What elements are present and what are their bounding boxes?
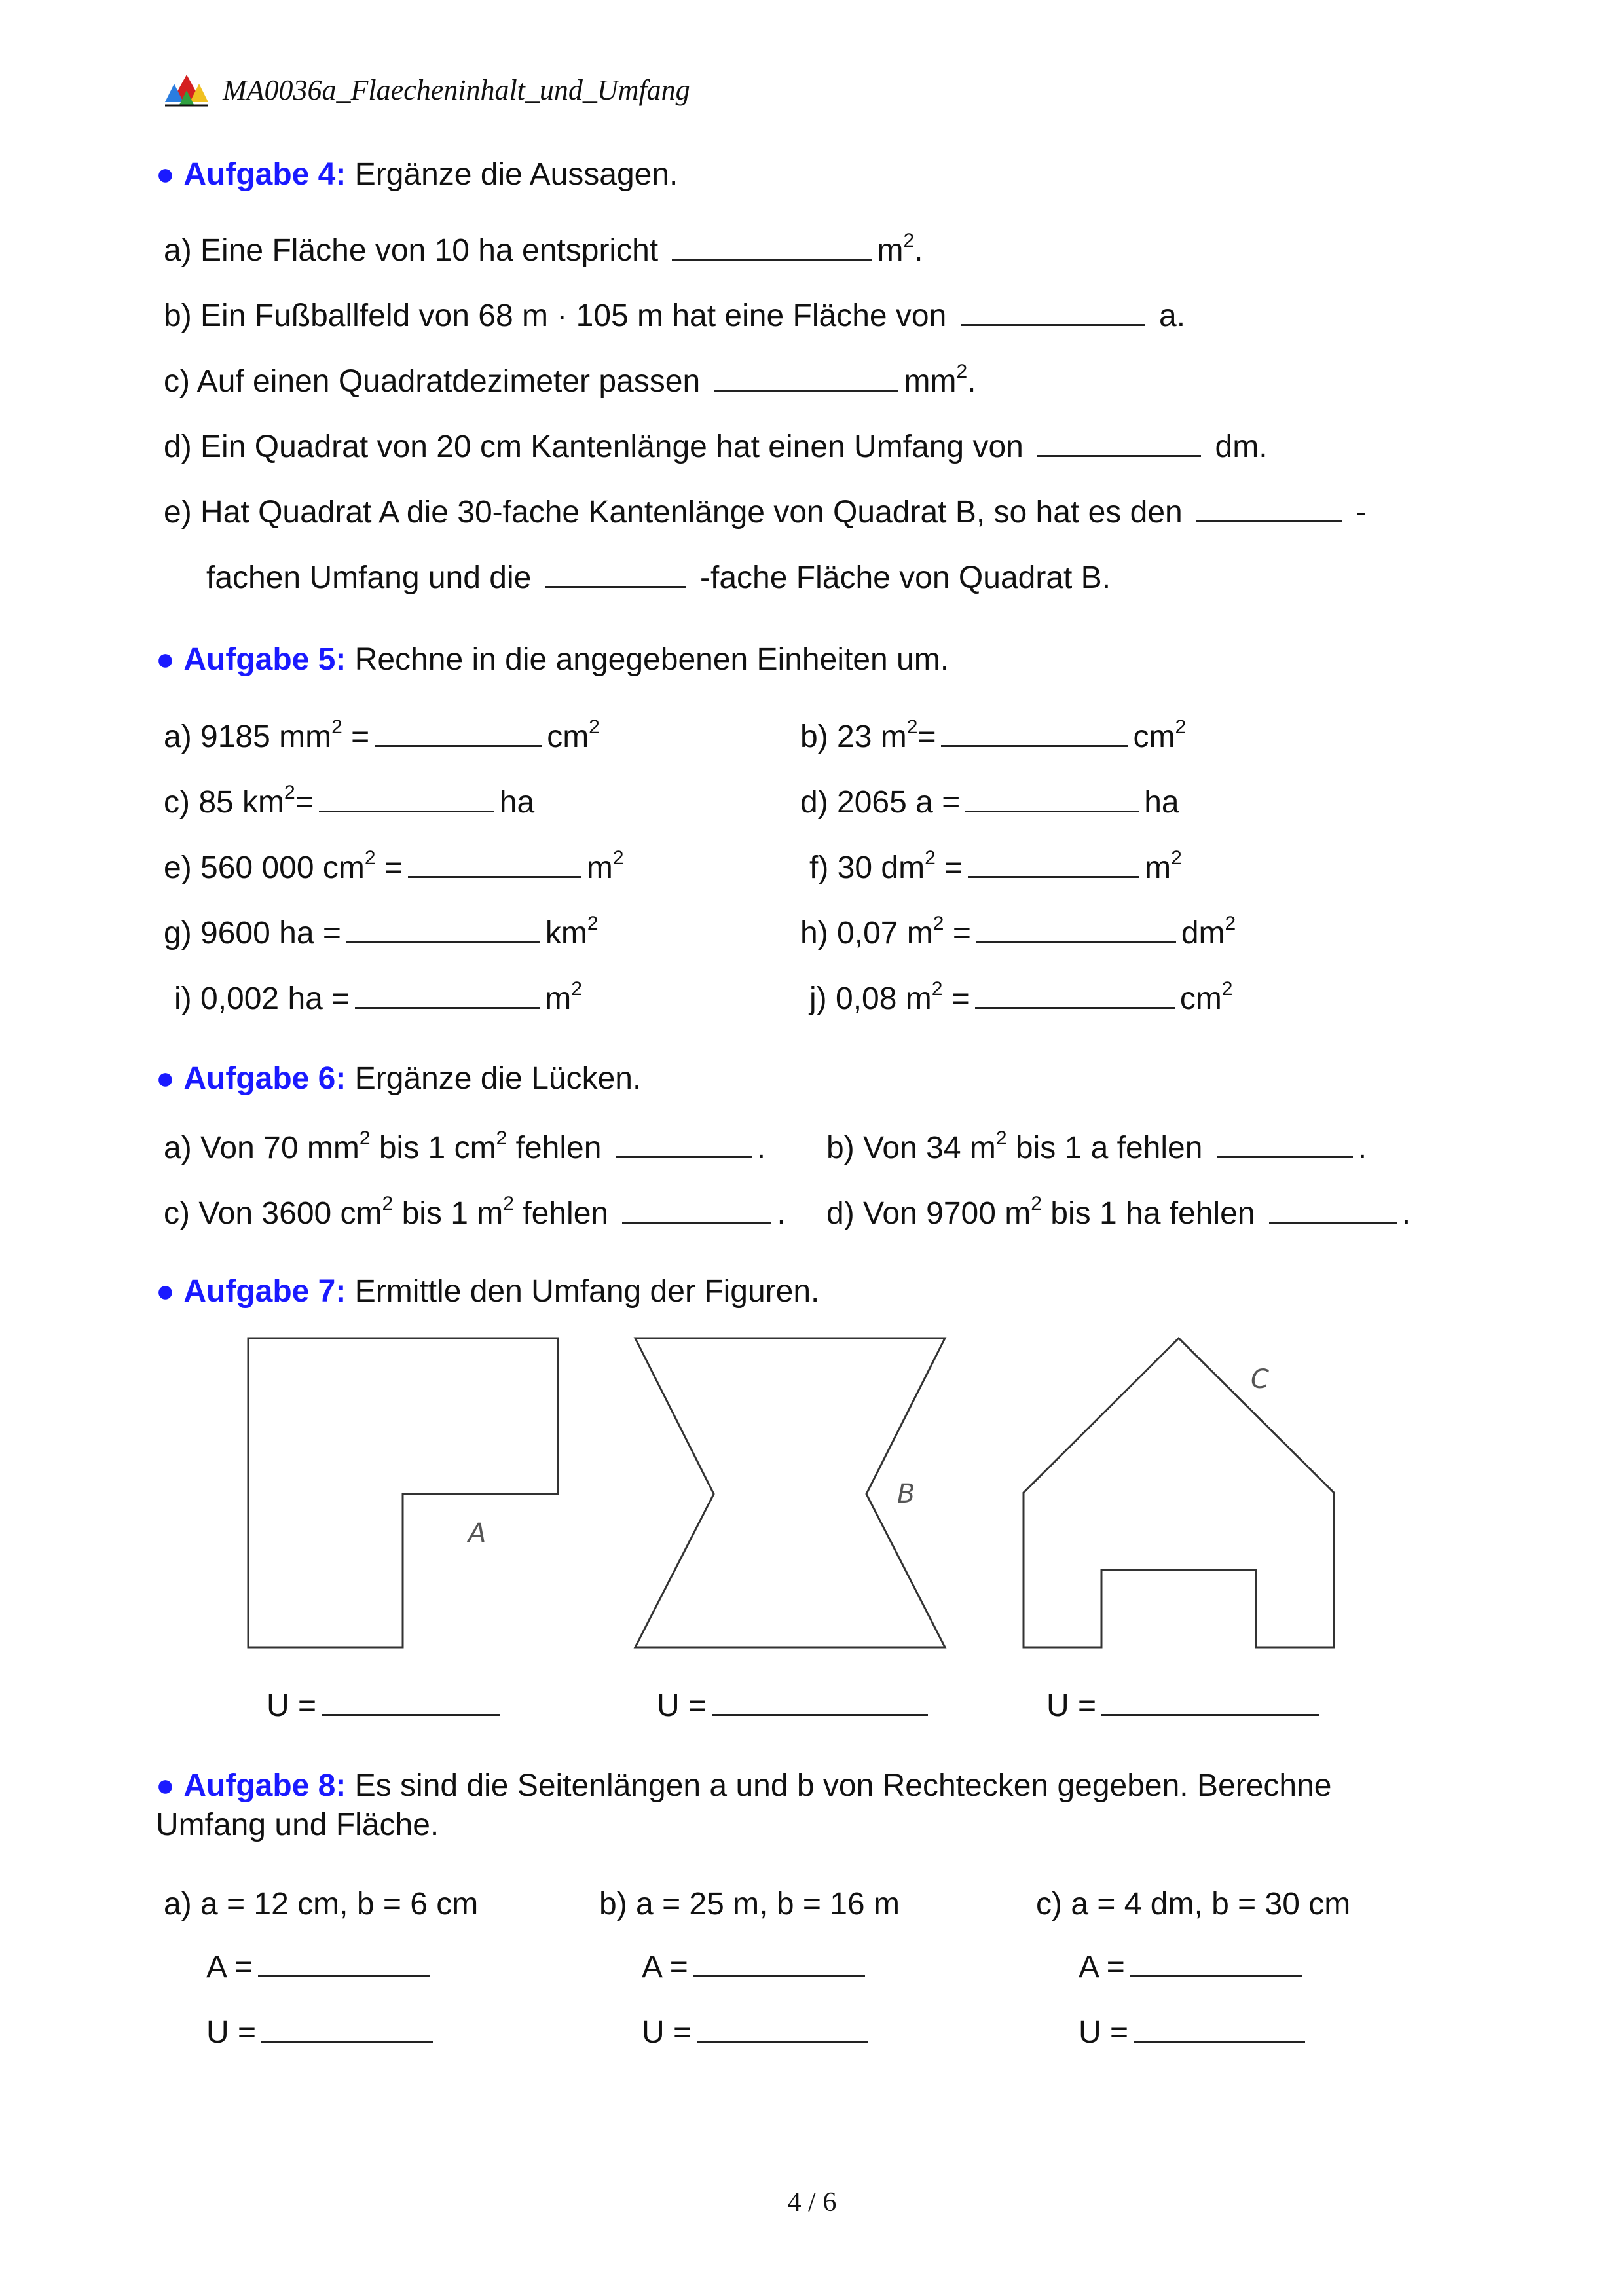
- punct: .: [1357, 1131, 1367, 1165]
- given-value: 9600 ha: [200, 916, 314, 951]
- answer-blank[interactable]: [261, 2016, 433, 2043]
- target-unit: cm: [1133, 720, 1175, 754]
- item-letter: d): [826, 1196, 855, 1231]
- aufgabe5-item-c: [164, 783, 534, 822]
- item-text: Auf einen Quadratdezimeter passen: [196, 364, 701, 399]
- given-value: 0,07 m: [837, 916, 933, 951]
- dash: -: [1356, 495, 1367, 530]
- aufgabe8-label: Aufgabe 8:: [183, 1768, 346, 1803]
- exponent: 2: [1171, 847, 1182, 869]
- aufgabe4-label: Aufgabe 4:: [183, 157, 346, 192]
- answer-blank[interactable]: [1134, 2016, 1305, 2043]
- exponent: 2: [503, 1193, 514, 1214]
- aufgabe5-label: Aufgabe 5:: [183, 642, 346, 677]
- aufgabe8-a-perimeter: [206, 2013, 438, 2052]
- aufgabe5-item-f: [809, 848, 1182, 888]
- exponent: 2: [932, 913, 944, 934]
- answer-label: U =: [642, 2015, 692, 2050]
- aufgabe8-item-b: [599, 1885, 900, 1924]
- exponent: 2: [359, 1127, 371, 1149]
- exponent: 2: [284, 782, 295, 803]
- item-text: a = 25 m, b = 16 m: [636, 1887, 900, 1922]
- item-letter: c): [1036, 1887, 1062, 1922]
- figure-a-shape: [248, 1338, 558, 1647]
- answer-blank[interactable]: [355, 982, 540, 1009]
- answer-blank[interactable]: [672, 234, 872, 261]
- answer-blank[interactable]: [975, 982, 1175, 1009]
- equals: =: [951, 981, 970, 1016]
- equals: =: [322, 916, 341, 951]
- item-text: fachen Umfang und die: [206, 560, 532, 595]
- item-letter: a): [164, 1887, 192, 1922]
- aufgabe4-item-a: [164, 231, 923, 270]
- aufgabe6-item-c: [164, 1194, 786, 1233]
- aufgabe4-item-e-line2: [206, 558, 1111, 598]
- equals: =: [942, 785, 961, 820]
- punct: .: [1401, 1196, 1411, 1231]
- exponent: 2: [931, 978, 943, 1000]
- answer-blank[interactable]: [319, 786, 494, 812]
- equals: =: [331, 981, 350, 1016]
- answer-blank[interactable]: [1269, 1197, 1397, 1224]
- item-letter: f): [809, 850, 829, 885]
- answer-blank[interactable]: [1130, 1950, 1302, 1977]
- answer-blank[interactable]: [961, 299, 1145, 326]
- page-number: 4 / 6: [787, 2187, 837, 2217]
- item-letter: e): [164, 850, 192, 885]
- equals: =: [952, 916, 971, 951]
- bullet-icon: ●: [156, 1768, 175, 1803]
- item-letter: g): [164, 916, 192, 951]
- target-unit: km: [545, 916, 587, 951]
- item-text: fehlen: [523, 1196, 609, 1231]
- item-letter: d): [164, 429, 192, 464]
- aufgabe5-item-i: [174, 979, 582, 1019]
- answer-blank[interactable]: [697, 2016, 868, 2043]
- punct: .: [967, 364, 976, 399]
- exponent: 2: [1175, 716, 1187, 738]
- aufgabe8-instruction-line2: Umfang und Fläche.: [156, 1808, 439, 1842]
- figure-c-answer: [1046, 1686, 1325, 1726]
- target-unit: m: [545, 981, 572, 1016]
- item-text: Von 70 mm: [200, 1131, 360, 1165]
- given-value: 9185 mm: [200, 720, 332, 754]
- answer-blank[interactable]: [1037, 430, 1201, 457]
- given-value: 85 km: [198, 785, 285, 820]
- answer-label: A =: [206, 1950, 253, 1984]
- answer-blank[interactable]: [258, 1950, 430, 1977]
- aufgabe5-item-a: [164, 718, 600, 757]
- aufgabe6-item-a: [164, 1129, 766, 1168]
- target-unit: cm: [1179, 981, 1222, 1016]
- equals: =: [295, 785, 314, 820]
- answer-blank[interactable]: [693, 1950, 865, 1977]
- aufgabe5-item-e: [164, 848, 624, 888]
- answer-blank[interactable]: [1217, 1131, 1353, 1158]
- aufgabe8-a-area: [206, 1948, 435, 1987]
- figure-a-answer: [267, 1686, 505, 1726]
- item-letter: b): [826, 1131, 855, 1165]
- aufgabe8-instruction: Es sind die Seitenlängen a und b von Rechtecken gegeben. Berechne: [354, 1768, 1332, 1803]
- exponent: 2: [382, 1193, 394, 1214]
- aufgabe8-c-area: [1079, 1948, 1307, 1987]
- aufgabe4-heading: [156, 155, 678, 194]
- item-text: Ein Fußballfeld von 68 m · 105 m hat eine Fläche von: [200, 299, 947, 333]
- answer-blank[interactable]: [1101, 1689, 1320, 1716]
- target-unit: m: [1145, 850, 1172, 885]
- item-text: Hat Quadrat A die 30-fache Kantenlänge von Quadrat B, so hat es den: [200, 495, 1183, 530]
- answer-label: A =: [1079, 1950, 1125, 1984]
- exponent: 2: [587, 913, 599, 934]
- item-text: a = 4 dm, b = 30 cm: [1071, 1887, 1351, 1922]
- aufgabe4-item-d: [164, 428, 1268, 467]
- answer-blank[interactable]: [1196, 496, 1342, 522]
- answer-label: U =: [206, 2015, 257, 2050]
- punct: .: [777, 1196, 786, 1231]
- answer-blank[interactable]: [965, 786, 1139, 812]
- target-unit: ha: [1144, 785, 1179, 820]
- unit: m: [877, 233, 904, 268]
- equals: =: [917, 720, 936, 754]
- item-letter: a): [164, 1131, 192, 1165]
- aufgabe5-item-g: [164, 914, 599, 953]
- exponent: 2: [1031, 1193, 1042, 1214]
- aufgabe8-item-c: [1036, 1885, 1350, 1924]
- exponent: 2: [364, 847, 376, 869]
- bullet-icon: ●: [156, 1274, 175, 1309]
- triangles-logo-icon: [165, 73, 208, 107]
- aufgabe5-instruction: Rechne in die angegebenen Einheiten um.: [354, 642, 950, 677]
- aufgabe6-heading: [156, 1059, 641, 1099]
- exponent: 2: [589, 716, 600, 738]
- item-text: bis 1 m: [401, 1196, 504, 1231]
- answer-blank[interactable]: [346, 917, 540, 943]
- document-title: MA0036a_Flaecheninhalt_und_Umfang: [223, 74, 690, 106]
- figure-a-label: A: [468, 1518, 487, 1548]
- answer-blank[interactable]: [941, 720, 1128, 747]
- item-letter: a): [164, 233, 192, 268]
- item-text: Eine Fläche von 10 ha entspricht: [200, 233, 659, 268]
- aufgabe5-heading: [156, 640, 949, 680]
- answer-label: U =: [657, 1688, 707, 1723]
- header-logo: [165, 73, 208, 111]
- item-text: bis 1 cm: [378, 1131, 496, 1165]
- item-text: bis 1 a fehlen: [1015, 1131, 1203, 1165]
- aufgabe5-item-d: [800, 783, 1179, 822]
- given-value: 0,002 ha: [200, 981, 323, 1016]
- aufgabe4-item-e: [164, 493, 1366, 532]
- exponent: 2: [612, 847, 624, 869]
- item-letter: a): [164, 720, 192, 754]
- item-letter: c): [164, 1196, 190, 1231]
- aufgabe8-b-area: [642, 1948, 870, 1987]
- target-unit: dm: [1181, 916, 1225, 951]
- punct: .: [756, 1131, 766, 1165]
- punct: .: [914, 233, 923, 268]
- exponent: 2: [571, 978, 582, 1000]
- item-letter: h): [800, 916, 828, 951]
- item-letter: c): [164, 364, 190, 399]
- answer-label: U =: [1046, 1688, 1097, 1723]
- item-letter: c): [164, 785, 190, 820]
- aufgabe5-item-j: [809, 979, 1232, 1019]
- item-text: bis 1 ha fehlen: [1050, 1196, 1255, 1231]
- aufgabe7-heading: [156, 1272, 819, 1311]
- given-value: 560 000 cm: [200, 850, 365, 885]
- figure-c-label: C: [1251, 1364, 1269, 1394]
- item-text: Von 34 m: [863, 1131, 996, 1165]
- figures-drawing: [0, 1322, 1624, 1663]
- item-letter: j): [809, 981, 827, 1016]
- equals: =: [944, 850, 963, 885]
- figure-b-answer: [657, 1686, 933, 1726]
- bullet-icon: ●: [156, 642, 175, 677]
- aufgabe6-instruction: Ergänze die Lücken.: [354, 1061, 642, 1096]
- answer-blank[interactable]: [976, 917, 1176, 943]
- answer-blank[interactable]: [322, 1689, 500, 1716]
- target-unit: m: [586, 850, 613, 885]
- aufgabe6-label: Aufgabe 6:: [183, 1061, 346, 1096]
- aufgabe5-item-b: [800, 718, 1186, 757]
- exponent: 2: [925, 847, 936, 869]
- aufgabe8-c-perimeter: [1079, 2013, 1310, 2052]
- given-value: 0,08 m: [836, 981, 932, 1016]
- exponent: 2: [331, 716, 342, 738]
- unit: dm.: [1215, 429, 1268, 464]
- exponent: 2: [496, 1127, 507, 1149]
- bullet-icon: ●: [156, 1061, 175, 1096]
- figure-b-label: B: [897, 1479, 915, 1509]
- aufgabe4-instruction: Ergänze die Aussagen.: [354, 157, 678, 192]
- item-text: Ein Quadrat von 20 cm Kantenlänge hat einen Umfang von: [200, 429, 1024, 464]
- aufgabe8-heading: [156, 1766, 1331, 1806]
- equals: =: [351, 720, 370, 754]
- target-unit: ha: [499, 785, 535, 820]
- answer-blank[interactable]: [616, 1131, 752, 1158]
- exponent: 2: [906, 716, 918, 738]
- item-letter: b): [164, 299, 192, 333]
- answer-label: U =: [1079, 2015, 1129, 2050]
- answer-blank[interactable]: [712, 1689, 928, 1716]
- answer-blank[interactable]: [714, 365, 898, 392]
- item-text: a = 12 cm, b = 6 cm: [200, 1887, 479, 1922]
- answer-blank[interactable]: [375, 720, 542, 747]
- aufgabe5-item-h: [800, 914, 1236, 953]
- item-letter: b): [599, 1887, 627, 1922]
- item-letter: e): [164, 495, 192, 530]
- unit: a.: [1159, 299, 1186, 333]
- aufgabe8-item-a: [164, 1885, 478, 1924]
- aufgabe4-item-c: [164, 362, 976, 401]
- answer-blank[interactable]: [622, 1197, 771, 1224]
- aufgabe6-item-d: [826, 1194, 1411, 1233]
- answer-label: U =: [267, 1688, 317, 1723]
- item-letter: b): [800, 720, 828, 754]
- answer-label: A =: [642, 1950, 688, 1984]
- aufgabe8-b-perimeter: [642, 2013, 874, 2052]
- given-value: 30 dm: [837, 850, 925, 885]
- given-value: 2065 a: [837, 785, 933, 820]
- aufgabe7-instruction: Ermittle den Umfang der Figuren.: [354, 1274, 820, 1309]
- aufgabe4-item-b: [164, 297, 1185, 336]
- given-value: 23 m: [837, 720, 907, 754]
- target-unit: cm: [547, 720, 589, 754]
- equals: =: [384, 850, 403, 885]
- item-text: -fache Fläche von Quadrat B.: [700, 560, 1111, 595]
- item-letter: i): [174, 981, 192, 1016]
- figure-c-shape: [1024, 1338, 1334, 1647]
- item-text: Von 9700 m: [863, 1196, 1031, 1231]
- aufgabe6-item-b: [826, 1129, 1367, 1168]
- answer-blank[interactable]: [408, 851, 581, 878]
- item-letter: d): [800, 785, 828, 820]
- bullet-icon: ●: [156, 157, 175, 192]
- exponent: 2: [1221, 978, 1233, 1000]
- item-text: fehlen: [515, 1131, 602, 1165]
- exponent: 2: [903, 230, 915, 251]
- exponent: 2: [1225, 913, 1236, 934]
- answer-blank[interactable]: [545, 561, 686, 588]
- exponent: 2: [956, 361, 968, 382]
- item-text: Von 3600 cm: [198, 1196, 382, 1231]
- aufgabe7-label: Aufgabe 7:: [183, 1274, 346, 1309]
- unit: mm: [904, 364, 957, 399]
- exponent: 2: [995, 1127, 1007, 1149]
- answer-blank[interactable]: [968, 851, 1139, 878]
